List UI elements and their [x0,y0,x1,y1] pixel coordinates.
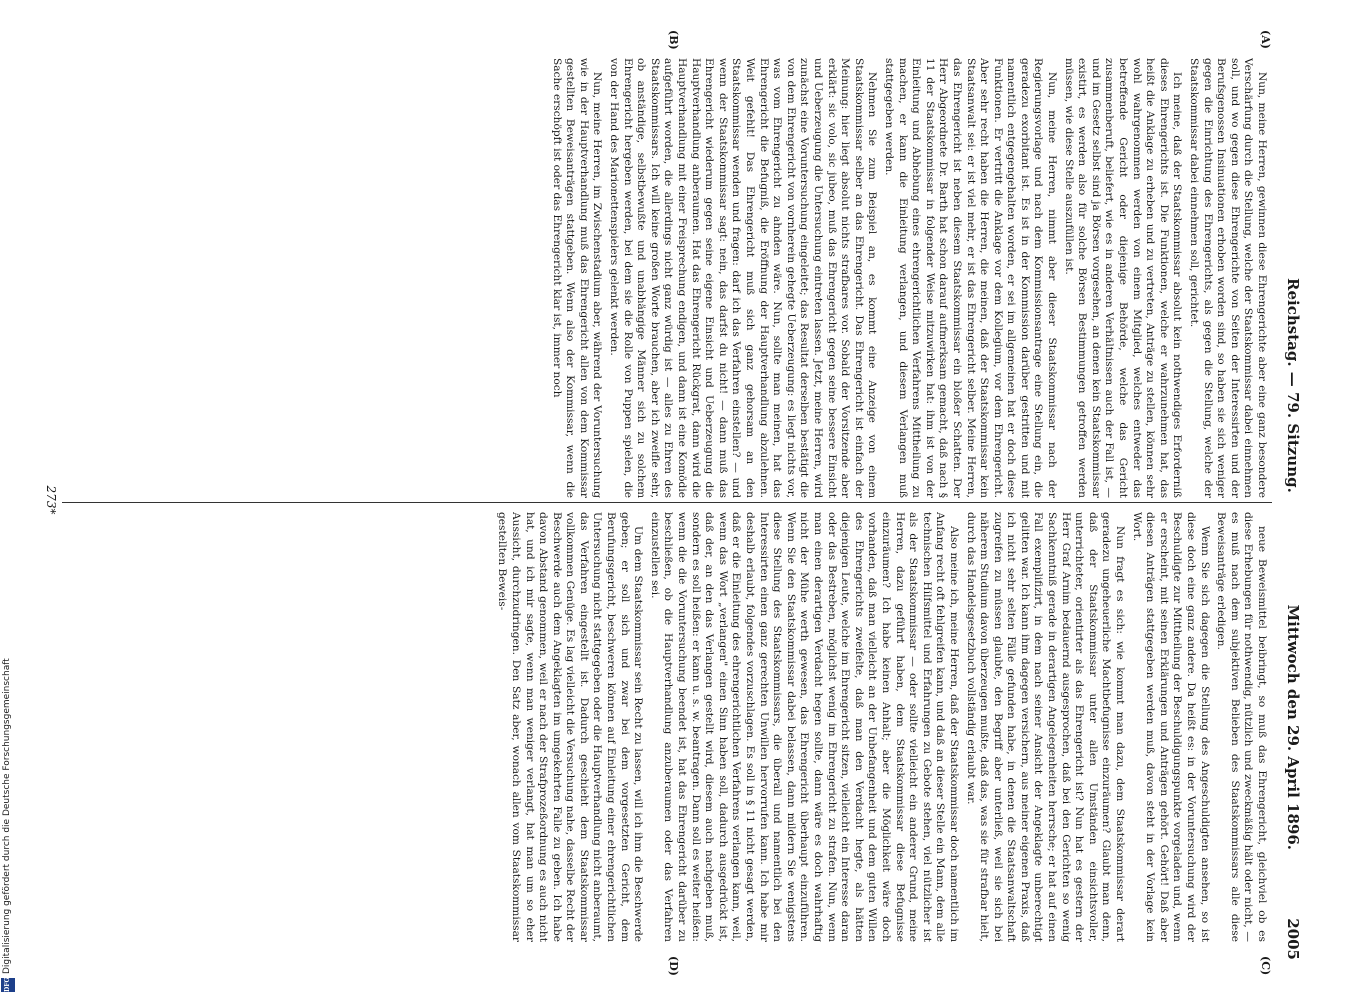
paragraph: Nun, meine Herren, im Zwischenstadium aber, während der Voruntersuchung wie in der Hauptverhandlung muß das Ehrengericht allen von dem Kommissar gestellten Beweisanträgen stattgeben. Wenn also der Kommissar, wenn die Sache erschöpft ist oder das Ehrengericht klar ist, immer noch [550,58,604,498]
margin-marker-b: (B) [667,30,680,50]
credit-text: Digitalisierung gefördert durch die Deutsche Forschungsgemeinschaft [2,658,12,974]
header-title: Reichstag. — 79. Sitzung. [1284,278,1302,493]
margin-marker-d: (D) [667,956,680,976]
dfg-logo: DFG [1,978,15,992]
paragraph: Ich meine, daß der Staatskommissar absolut kein nothwendiges Erforderniß dieses Ehrengerichts ist. Die Funktionen, welche er wahrzunehmen hat, das heißt die Anklage zu erheben und zu vertreten, Anträge zu stellen, können sehr wohl wahrgenommen werden von einem Mitglied, welches entweder das betreffende Gericht oder diejenige Behörde, welche das Gericht zusammenberuft, beliefert, wie es in anderen Verhältnissen auch der Fall ist, — und im Gesetz selbst sind ja Börsen vorgesehen, an denen kein Staatskommissar existirt, es werden also für solche Börsen Bestimmungen getroffen werden müssen, wie diese Stelle auszufüllen ist. [1062,58,1184,498]
digitization-credit [0,0,16,1000]
paragraph: Nehmen Sie zum Beispiel an, es kommt eine Anzeige von einem Staatskommissar selber an das Ehrengericht. Das Ehrengericht ist einfach der Meinung: hier liegt absolut nichts strafbares vor. Sobald der Vorsitzende aber erklärt: sic volo, sic jubeo, muß das Ehrengericht gegen seine bessere Einsicht und Ueberzeugung die Untersuchung eintreten lassen. Jetzt, meine Herren, wird zunächst eine Voruntersuchung eingeleitet; das Resultat derselben bestätigt die von dem Ehrengericht von vornherein gehegte Ueberzeugung: es liegt nichts vor, was vom Ehrengericht zu ahnden wäre. Nun, sollte man meinen, hat das Ehrengericht die Befugniß, die Eröffnung der Hauptverhandlung abzulehnen. Weit gefehlt! Das Ehrengericht muß sich ganz gehorsam an den Staatskommissar wenden und fragen: darf ich das Verfahren einstellen? — und wenn der Staatskommissar sagt: nein, das darfst du nicht! — dann muß das Ehrengericht wiederum gegen seine eigene Einsicht und Ueberzeugung die Hauptverhandlung anberaumen. Hat das Ehrengericht Rückgrat, dann wird die Hauptverhandlung mit einer Freisprechung endigen, und dann ist eine Komödie aufgeführt worden, die allerdings nicht ganz würdig ist — alles zu Ehren des Staatskommissars. Ich will keine großen Worte brauchen, aber ich zweifle sehr, ob anständige, selbstbewußte und unabhängige Männer sich zu solchem Ehrengericht hergeben werden, bei dem sie die Rolle von Puppen spielen, die von der Hand des Marionettenspielers gelenkt werden. [608,58,879,498]
paragraph: Wenn Sie sich dagegen die Stellung des Angeschuldigten ansehen, so ist diese doch eine ganz andere. Da heißt es: in der Voruntersuchung wird der Beschuldigte zur Mittheilung der Beschuldigungspunkte vorgeladen und, wenn er erscheint, mit seinen Erklärungen und Anträgen gehört. Gehört! Daß aber diesen Anträgen stattgegeben werden muß, davon steht in der Vorlage kein Wort. [1130,512,1211,942]
text-column-right [68,512,1268,942]
paragraph: Nun fragt es sich: wie kommt man dazu, dem Staatskommissar derart geradezu ungeheuerliche Machtbefugnisse einzuräumen? Glaubt man denn, daß der Staatskommissar unter allen Umständen einsichtsvoller, unterrichteter, orientirter als das Ehrengericht ist? Nun hat es gestern der Herr Graf Arnim bedauernd ausgesprochen, daß bei den Gerichten so wenig Sachkenntniß gerade in derartigen Angelegenheiten herrsche; er hat auf einen Fall exemplifizirt, in dem nach seiner Ansicht der Angeklagte unberechtigt gelitten war. Ich kann ihm dagegen versichern, aus meiner eigenen Praxis, daß ich nicht sehr selten Fälle gefunden habe, in denen die Staatsanwaltschaft zugreifen zu müssen glaubte, den Begriff aber unterließ, weil sie sich bei näherem Studium davon überzeugen mußte, daß das, was sie für strafbar hielt, durch das Handelsgesetzbuch vollständig erlaubt war. [964,512,1127,942]
column-divider [62,502,1272,503]
page-signature: 273* [44,485,58,515]
paragraph: Nun, meine Herren, gewinnen diese Ehrengerichte aber eine ganz besondere Verschärfung durch die Stellung, welche der Staatskommissar dabei einnehmen soll, und wo gegen diese Ehrengerichte von Seiten der Interessirten und der Berufsgenossen Insinuationen erhoben worden sind, so haben sie sich weniger gegen die Einrichtung des Ehrengerichts, als gegen die Stellung, welche der Staatskommissar dabei einnehmen soll, gerichtet. [1188,58,1268,498]
paragraph: Nun, meine Herren, nimmt aber dieser Staatskommissar nach der Regierungsvorlage und nach dem Kommissionsantrage eine Stellung ein, die geradezu exorbitant ist. Es ist in der Kommission darüber gestritten und mit namentlich entgegengehalten worden, er sei im allgemeinen hat er doch diese Funktionen. Er vertritt die Anklage vor dem Kollegium, vor dem Ehrengericht. Aber sehr recht haben die Herren, die meinen, daß der Staatskommissar kein Staatsanwalt sei: er ist viel mehr, er ist das Ehrengericht selber. Meine Herren, das Ehrengericht ist neben diesem Staatskommissar ein bloßer Schatten. Der Herr Abgeordnete Dr. Barth hat schon darauf aufmerksam gemacht, daß nach § 11 der Staatskommissar in folgender Weise mitzuwirken hat: ihm ist von der Einleitung und Abhebung eines ehrengerichtlichen Verfahrens Mittheilung zu machen, er kann die Einleitung verlangen, und diesem Verlangen muß stattgegeben werden. [882,58,1059,498]
paragraph: Also meine ich, meine Herren, daß der Staatskommissar doch namentlich im Anfang recht oft fehlgreifen kann, und daß an dieser Stelle ein Mann, dem alle technischen Hilfsmittel und Erfahrungen zu Gebote stehen, viel nützlicher ist als der Staatskommissar — oder sollte vielleicht ein anderer Grund, meine Herren, dazu geführt haben, dem Staatskommissar diese Befugnisse einzuräumen? Ich habe keinen Anhalt; aber die Möglichkeit wäre doch vorhanden, daß man vielleicht an der Unbefangenheit und dem guten Willen des Ehrengerichts zweifelte, daß man den Verdacht hegte, als hätten diejenigen Leute, welche im Ehrengericht sitzen, vielleicht ein Interesse daran oder das Bestreben, möglichst wenig im Ehrengericht zu strafen. Nun, wenn man einen derartigen Verdacht hegen sollte, dann wäre es doch wahrhaftig nicht der Mühe werth gewesen, das Ehrengericht überhaupt einzuführen. Wenn Sie den Staatskommissar dabei belassen, dann mildern Sie wenigstens diese Stellung des Staatskommissars, die überall und namentlich bei den Interessirten einen ganz gerechten Unwillen hervorrufen kann. Ich habe mir deshalb erlaubt, folgendes vorzuschlagen. Es soll in § 11 nicht gesagt werden, daß er die Einleitung des ehrengerichtlichen Verfahrens verlangen kann, weil, wenn das Wort „verlangen" einen Sinn haben soll, dadurch ausgedrückt ist, daß der, an den das Verlangen gestellt wird, diesem auch nachgeben muß, sondern es soll heißen: er kann u. s. w. beantragen. Dann soll es weiter heißen: wenn die die Voruntersuchung beendet ist, hat das Ehrengericht darüber zu beschließen, ob die Hauptverhandlung anzuberaumen oder das Verfahren einzustellen sei. [648,512,960,942]
page-number: 2005 [1284,918,1302,960]
page-header [1278,58,1302,960]
paragraph: Um dem Staatskommissar sein Recht zu lassen, will ich ihm die Beschwerde geben; er soll sich und zwar bei dem vorgesetzten Gericht, dem Berufungsgericht, beschweren können auf Einleitung einer ehrengerichtlichen Untersuchung nicht stattgegeben oder die Hauptverhandlung nicht anberaumt, das Verfahren eingestellt ist. Dadurch geschieht dem Staatskommissar vollkommen Genüge. Es lag vielleicht die Versuchung nahe, dasselbe Recht der Beschwerde auch dem Angeklagten im umgekehrten Falle zu geben. Ich habe davon Abstand genommen, weil er nach der Strafprozeßordnung es auch nicht hat, und ich mir sagte, wenn man weniger verlangt, hat man um so eher Aussicht, durchzudringen. Den Satz aber, wonach allen vom Staatskommissar gestellten Beweis- [496,512,645,942]
margin-marker-a: (A) [1259,30,1272,49]
header-date: Mittwoch den 29. April 1896. [1284,604,1302,850]
text-column-left [68,58,1268,498]
margin-marker-c: (C) [1259,956,1272,976]
paragraph: neue Beweismittel beibringt, so muß das Ehrengericht, gleichviel ob es diese Erhebungen für nothwendig, nützlich und zweckmäßig hält oder nicht, — es muß nach dem subjektiven Belieben des Staatskommissars alle diese Beweisanträge erledigen. [1215,512,1268,942]
